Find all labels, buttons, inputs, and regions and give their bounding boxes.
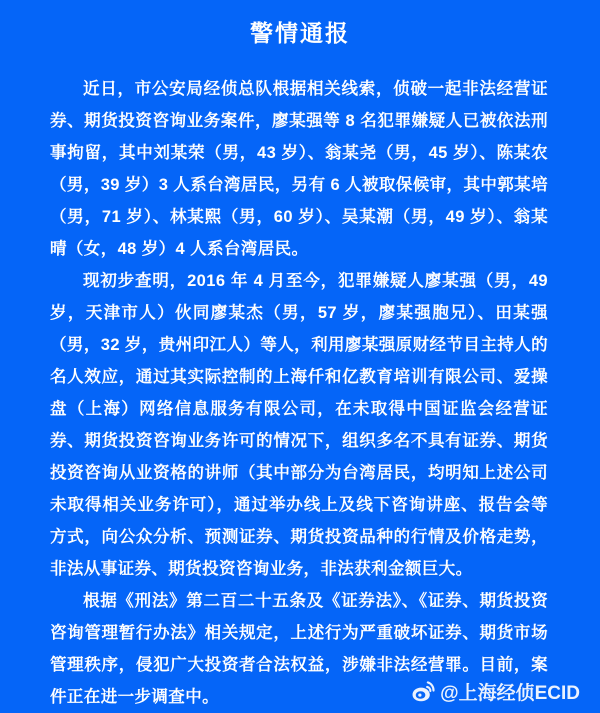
notice-paragraph: 根据《刑法》第二百二十五条及《证券法》、《证券、期货投资咨询管理暂行办法》相关规定，上述行为严重破坏证券、期货市场管理秩序，侵犯广大投资者合法权益，涉嫌非法经营罪。目前，案件正在进一步调查中。: [50, 592, 548, 706]
notice-paragraph: 现初步查明，2016 年 4 月至今，犯罪嫌疑人廖某强（男，49 岁，天津市人）伙同廖某杰（男，57 岁，廖某强胞兄）、田某强（男，32 岁，贵州印江人）等人，利用廖某强原财经节目主持人的名人效应，通过其实际控制的上海仟和亿教育培训有限公司、爱操盘（上海）网络信息服务有限公司，在未取得中国证监会经营证券、期货投资咨询业务许可的情况下，组织多名不具有证券、期货投资咨询从业资格的讲师（其中部分为台湾居民，均明知上述公司未取得相关业务许可），通过举办线上及线下咨询讲座、报告会等方式，向公众分析、预测证券、期货投资品种的行情及价格走势，非法从事证券、期货投资咨询业务，非法获利金额巨大。: [50, 272, 548, 578]
weibo-account-label: @上海经侦ECID: [440, 683, 580, 704]
weibo-watermark: [412, 678, 580, 705]
notice-title: 警情通报: [250, 20, 350, 46]
weibo-icon: [412, 681, 435, 702]
notice-paragraph: 近日，市公安局经侦总队根据相关线索，侦破一起非法经营证券、期货投资咨询业务案件，廖某强等 8 名犯罪嫌疑人已被依法刑事拘留，其中刘某荣（男，43 岁）、翁某尧（男，45 岁）、陈某农（男，39 岁）3 人系台湾居民，另有 6 人被取保候审，其中郭某培（男，71 岁）、林某熙（男，60 岁）、吴某潮（男，49 岁）、翁某晴（女，48 岁）4 人系台湾居民。: [50, 80, 548, 258]
notice-body: [0, 48, 600, 713]
